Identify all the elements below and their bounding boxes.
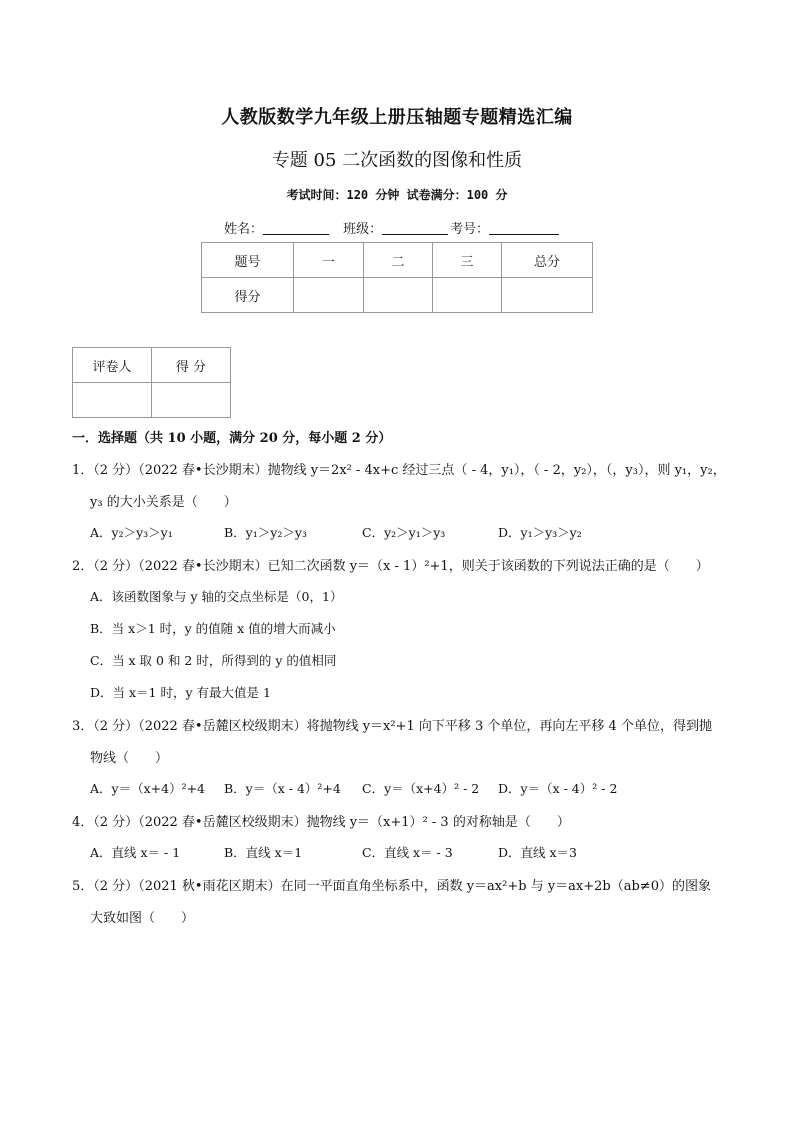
student-info-line — [224, 218, 559, 237]
grader-table — [72, 347, 231, 418]
grader-header-cell: 评卷人 — [73, 348, 152, 383]
score-cell[interactable] — [364, 278, 433, 313]
option-d[interactable]: D．当 x＝1 时，y 有最大值是 1 — [90, 685, 271, 700]
question-stem: 已知二次函数 y＝（x - 1）²+1，则关于该函数的下列说法正确的是（ ） — [267, 559, 709, 574]
option-a[interactable]: A．y₂＞y₃＞y₁ — [90, 525, 173, 540]
score-header-cell: 三 — [433, 243, 502, 278]
score-header-cell: 一 — [294, 243, 364, 278]
score-cell[interactable] — [502, 278, 593, 313]
score-header-cell: 题号 — [202, 243, 294, 278]
document-title: 人教版数学九年级上册压轴题专题精选汇编 — [221, 107, 573, 128]
option-c[interactable]: C．当 x 取 0 和 2 时，所得到的 y 的值相同 — [90, 653, 337, 668]
option-c[interactable]: C．y₂＞y₁＞y₃ — [362, 525, 446, 540]
question-1-continuation: y₃ 的大小关系是（ ） — [90, 495, 237, 510]
question-source: （2022 春•长沙期末） — [138, 559, 268, 574]
question-3-continuation: 物线（ ） — [90, 751, 169, 766]
score-header-cell: 二 — [364, 243, 433, 278]
option-a[interactable]: A．该函数图象与 y 轴的交点坐标是（0，1） — [90, 589, 343, 604]
option-b[interactable]: B．y＝（x - 4）²+4 — [224, 781, 341, 796]
grader-cell[interactable] — [152, 383, 231, 418]
exam-info: 考试时间：120 分钟 试卷满分：100 分 — [286, 188, 508, 202]
question-source: （2022 春•长沙期末） — [138, 463, 268, 478]
name-blank[interactable] — [263, 221, 329, 235]
question-number: 1． — [72, 463, 94, 478]
question-stem: 在同一平面直角坐标系中，函数 y＝ax²+b 与 y＝ax+2b（ab≠0）的图象 — [280, 879, 711, 894]
question-points: （2 分） — [93, 879, 139, 894]
score-cell[interactable] — [294, 278, 364, 313]
option-a[interactable]: A．直线 x＝ - 1 — [90, 845, 181, 860]
name-label: 姓名： — [224, 222, 264, 237]
question-stem: 将抛物线 y＝x²+1 向下平移 3 个单位，再向左平移 4 个单位，得到抛 — [306, 719, 712, 734]
option-d[interactable]: D．y＝（x - 4）² - 2 — [498, 781, 618, 796]
question-points: （2 分） — [93, 463, 139, 478]
question-stem: 抛物线 y＝2x² - 4x+c 经过三点（ - 4，y₁），（ - 2，y₂），（，y₃），则 y₁，y₂， — [267, 463, 726, 478]
score-table — [201, 242, 593, 313]
question-number: 3． — [72, 719, 94, 734]
section-title: 一．选择题（共 10 小题，满分 20 分，每小题 2 分） — [72, 431, 392, 446]
question-3 — [72, 715, 712, 734]
question-points: （2 分） — [93, 719, 139, 734]
score-cell[interactable] — [433, 278, 502, 313]
number-label: 考号： — [450, 222, 490, 237]
question-number: 4． — [72, 815, 94, 830]
option-b[interactable]: B．y₁＞y₂＞y₃ — [224, 525, 307, 540]
document-subtitle: 专题 05 二次函数的图像和性质 — [271, 150, 523, 171]
question-source: （2021 秋•雨花区期末） — [138, 879, 281, 894]
option-d[interactable]: D．y₁＞y₃＞y₂ — [498, 525, 582, 540]
question-source: （2022 春•岳麓区校级期末） — [138, 719, 307, 734]
question-5-continuation: 大致如图（ ） — [90, 911, 195, 926]
option-b[interactable]: B．直线 x＝1 — [224, 845, 303, 860]
option-a[interactable]: A．y＝（x+4）²+4 — [90, 781, 206, 796]
class-blank[interactable] — [382, 221, 448, 235]
question-source: （2022 春•岳麓区校级期末） — [138, 815, 307, 830]
question-stem: 抛物线 y＝（x+1）² - 3 的对称轴是（ ） — [306, 815, 570, 830]
option-d[interactable]: D．直线 x＝3 — [498, 845, 577, 860]
question-number: 2． — [72, 559, 94, 574]
score-row-label: 得分 — [202, 278, 294, 313]
grader-header-cell: 得 分 — [152, 348, 231, 383]
class-label: 班级： — [343, 222, 383, 237]
question-2 — [72, 555, 709, 574]
question-5 — [72, 875, 711, 894]
number-blank[interactable] — [489, 221, 559, 235]
question-4 — [72, 811, 570, 830]
score-header-cell: 总分 — [502, 243, 593, 278]
option-c[interactable]: C．直线 x＝ - 3 — [362, 845, 453, 860]
question-points: （2 分） — [93, 559, 139, 574]
question-1 — [72, 459, 726, 478]
option-b[interactable]: B．当 x＞1 时，y 的值随 x 值的增大而减小 — [90, 621, 336, 636]
grader-cell[interactable] — [73, 383, 152, 418]
question-points: （2 分） — [93, 815, 139, 830]
question-number: 5． — [72, 879, 94, 894]
option-c[interactable]: C．y＝（x+4）² - 2 — [362, 781, 480, 796]
